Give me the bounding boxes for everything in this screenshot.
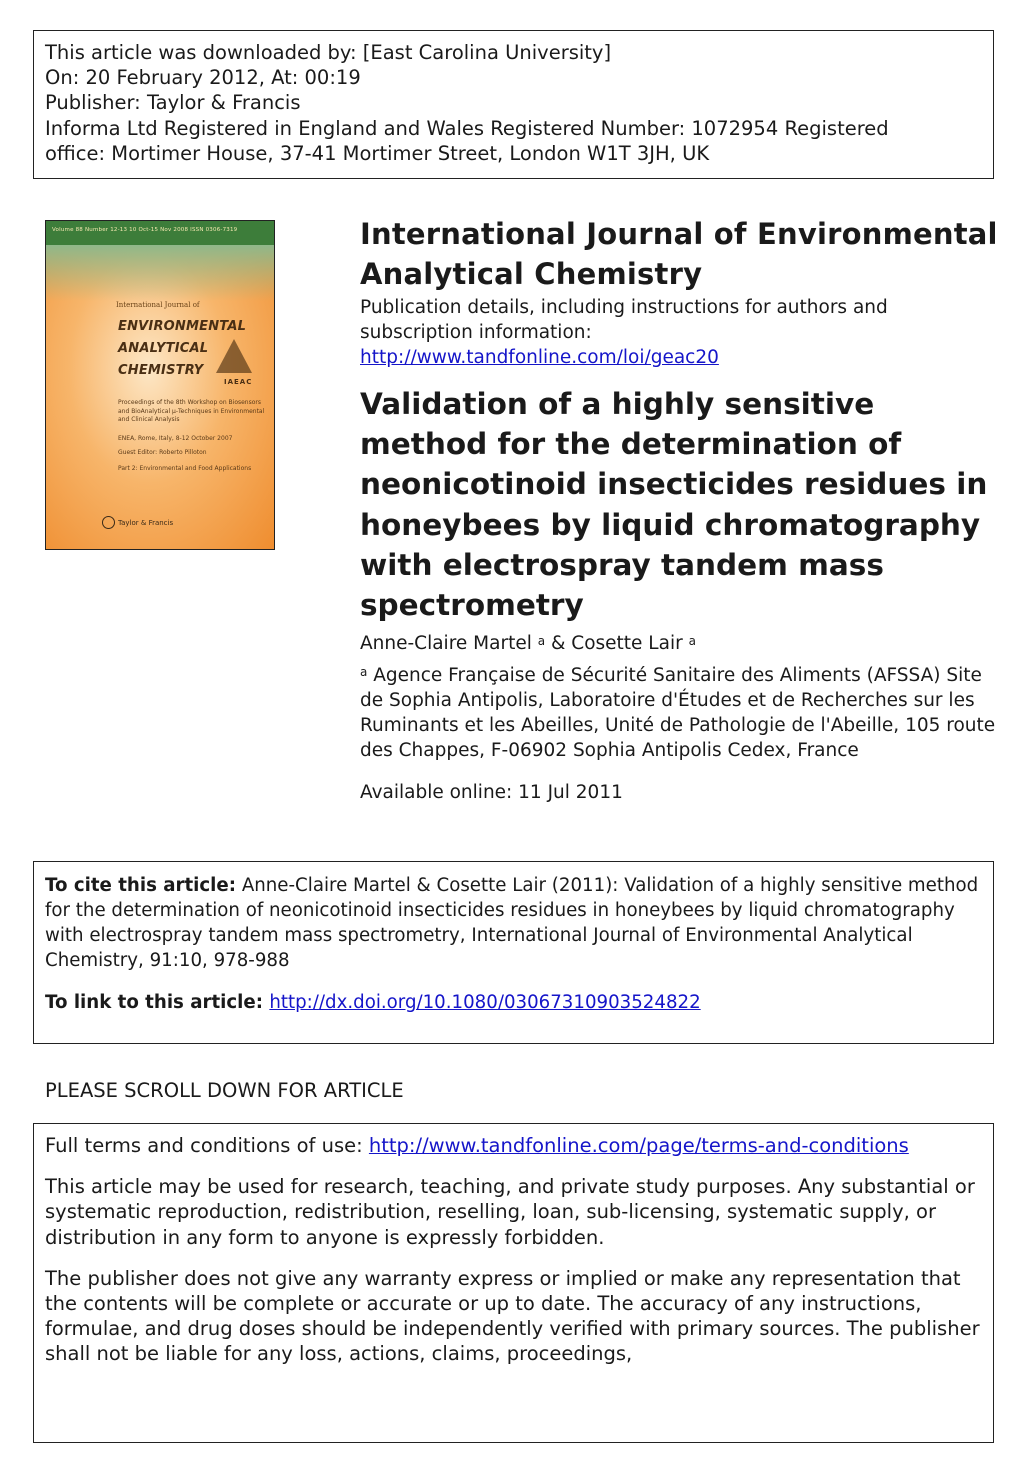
- journal-cover-image: [45, 220, 275, 550]
- download-line: office: Mortimer House, 37-41 Mortimer Street, London W1T 3JH, UK: [45, 141, 710, 165]
- cover-small-title: International Journal of: [116, 301, 200, 309]
- download-line: On: 20 February 2012, At: 00:19: [45, 66, 361, 90]
- affiliation-marker: a: [537, 634, 546, 648]
- cover-title-line: CHEMISTRY: [118, 363, 204, 378]
- author-name: Anne-Claire Martel: [360, 633, 538, 654]
- citation-text: Anne-Claire Martel & Cosette Lair (2011): Validation of a highly sensitive method for the determination of neonicotinoid insecticides residues in honeybees by liquid chromatography with electrospray tandem mass spectrometry, International Journal of Environmental Analytical Chemistry, 91:10, 978-988: [45, 875, 979, 971]
- cover-title-line: ANALYTICAL: [118, 341, 209, 356]
- affiliation-marker: a: [688, 634, 696, 648]
- cover-gradient: [46, 245, 274, 301]
- terms-paragraph: The publisher does not give any warranty express or implied or make any representation that the contents will be complete or accurate or up to date. The accuracy of any instructions, formulae, and drug doses should be independently verified with primary sources. The publisher shall not be liable for any loss, actions, claims, proceedings,: [45, 1266, 980, 1366]
- affiliation-text: Agence Française de Sécurité Sanitaire des Aliments (AFSSA) Site de Sophia Antipolis, Laboratoire d'Études et de Recherches sur les Ruminants et les Abeilles, Unité de Pathologie de l'Abeille, 105 route des Chappes, F-06902 Sophia Antipolis Cedex, France: [360, 665, 996, 761]
- cover-proceedings: Proceedings of the 8th Workshop on Biosensors and BioAnalytical μ-Techniques in Environmental and Clinical Analysis: [118, 399, 265, 423]
- cover-meta: Guest Editor: Roberto Pilloton: [118, 449, 207, 456]
- article-link-row: [45, 990, 982, 1015]
- publication-details: [360, 295, 1000, 370]
- publication-details-text: Publication details, including instructions for authors and subscription information:: [360, 297, 888, 343]
- download-line: Informa Ltd Registered in England and Wales Registered Number: 1072954 Registered: [45, 116, 889, 140]
- cover-society: IAEAC: [224, 378, 253, 386]
- publisher-logo-icon: [102, 516, 115, 529]
- affiliation: [360, 663, 1000, 763]
- download-notice-box: [33, 30, 994, 179]
- terms-link[interactable]: http://www.tandfonline.com/page/terms-and-conditions: [368, 1134, 909, 1157]
- download-line: Publisher: Taylor & Francis: [45, 91, 301, 115]
- citation-box: [33, 861, 994, 1044]
- article-title: Validation of a highly sensitive method for the determination of neonicotinoid insecticides residues in honeybees by liquid chromatography with electrospray tandem mass spectrometry: [360, 387, 988, 623]
- cover-band-text: Volume 88 Number 12-13 10 Oct-15 Nov 2008 ISSN 0306-7319: [52, 227, 238, 233]
- author-list: [360, 632, 696, 656]
- terms-line: [45, 1133, 982, 1158]
- journal-title: International Journal of Environmental Analytical Chemistry: [360, 217, 998, 291]
- citation-label: To cite this article:: [45, 875, 237, 896]
- cover-publisher-name: Taylor & Francis: [118, 519, 174, 527]
- link-label: To link to this article:: [45, 992, 270, 1013]
- citation: [45, 873, 982, 973]
- scroll-note: PLEASE SCROLL DOWN FOR ARTICLE: [45, 1079, 404, 1102]
- cover-title-line: ENVIRONMENTAL: [118, 319, 247, 334]
- cover-meta: Part 2: Environmental and Food Applications: [118, 465, 252, 472]
- terms-paragraph: This article may be used for research, teaching, and private study purposes. Any substantial or systematic reproduction, redistribution, reselling, loan, sub-licensing, systematic supply, or distribution in any form to anyone is expressly forbidden.: [45, 1175, 975, 1249]
- doi-link[interactable]: http://dx.doi.org/10.1080/03067310903524822: [269, 992, 701, 1013]
- society-logo-icon: [216, 339, 252, 373]
- cover-meta: ENEA, Rome, Italy, 8-12 October 2007: [118, 435, 233, 442]
- journal-link[interactable]: http://www.tandfonline.com/loi/geac20: [360, 347, 719, 368]
- download-line: This article was downloaded by: [East Carolina University]: [45, 41, 612, 64]
- terms-box: [33, 1123, 994, 1443]
- cover-publisher: [118, 519, 173, 527]
- terms-label: Full terms and conditions of use:: [45, 1134, 369, 1157]
- available-online: Available online: 11 Jul 2011: [360, 782, 623, 803]
- author-name: & Cosette Lair: [545, 633, 689, 654]
- affiliation-marker: a: [360, 665, 368, 679]
- cover-band: [46, 221, 274, 245]
